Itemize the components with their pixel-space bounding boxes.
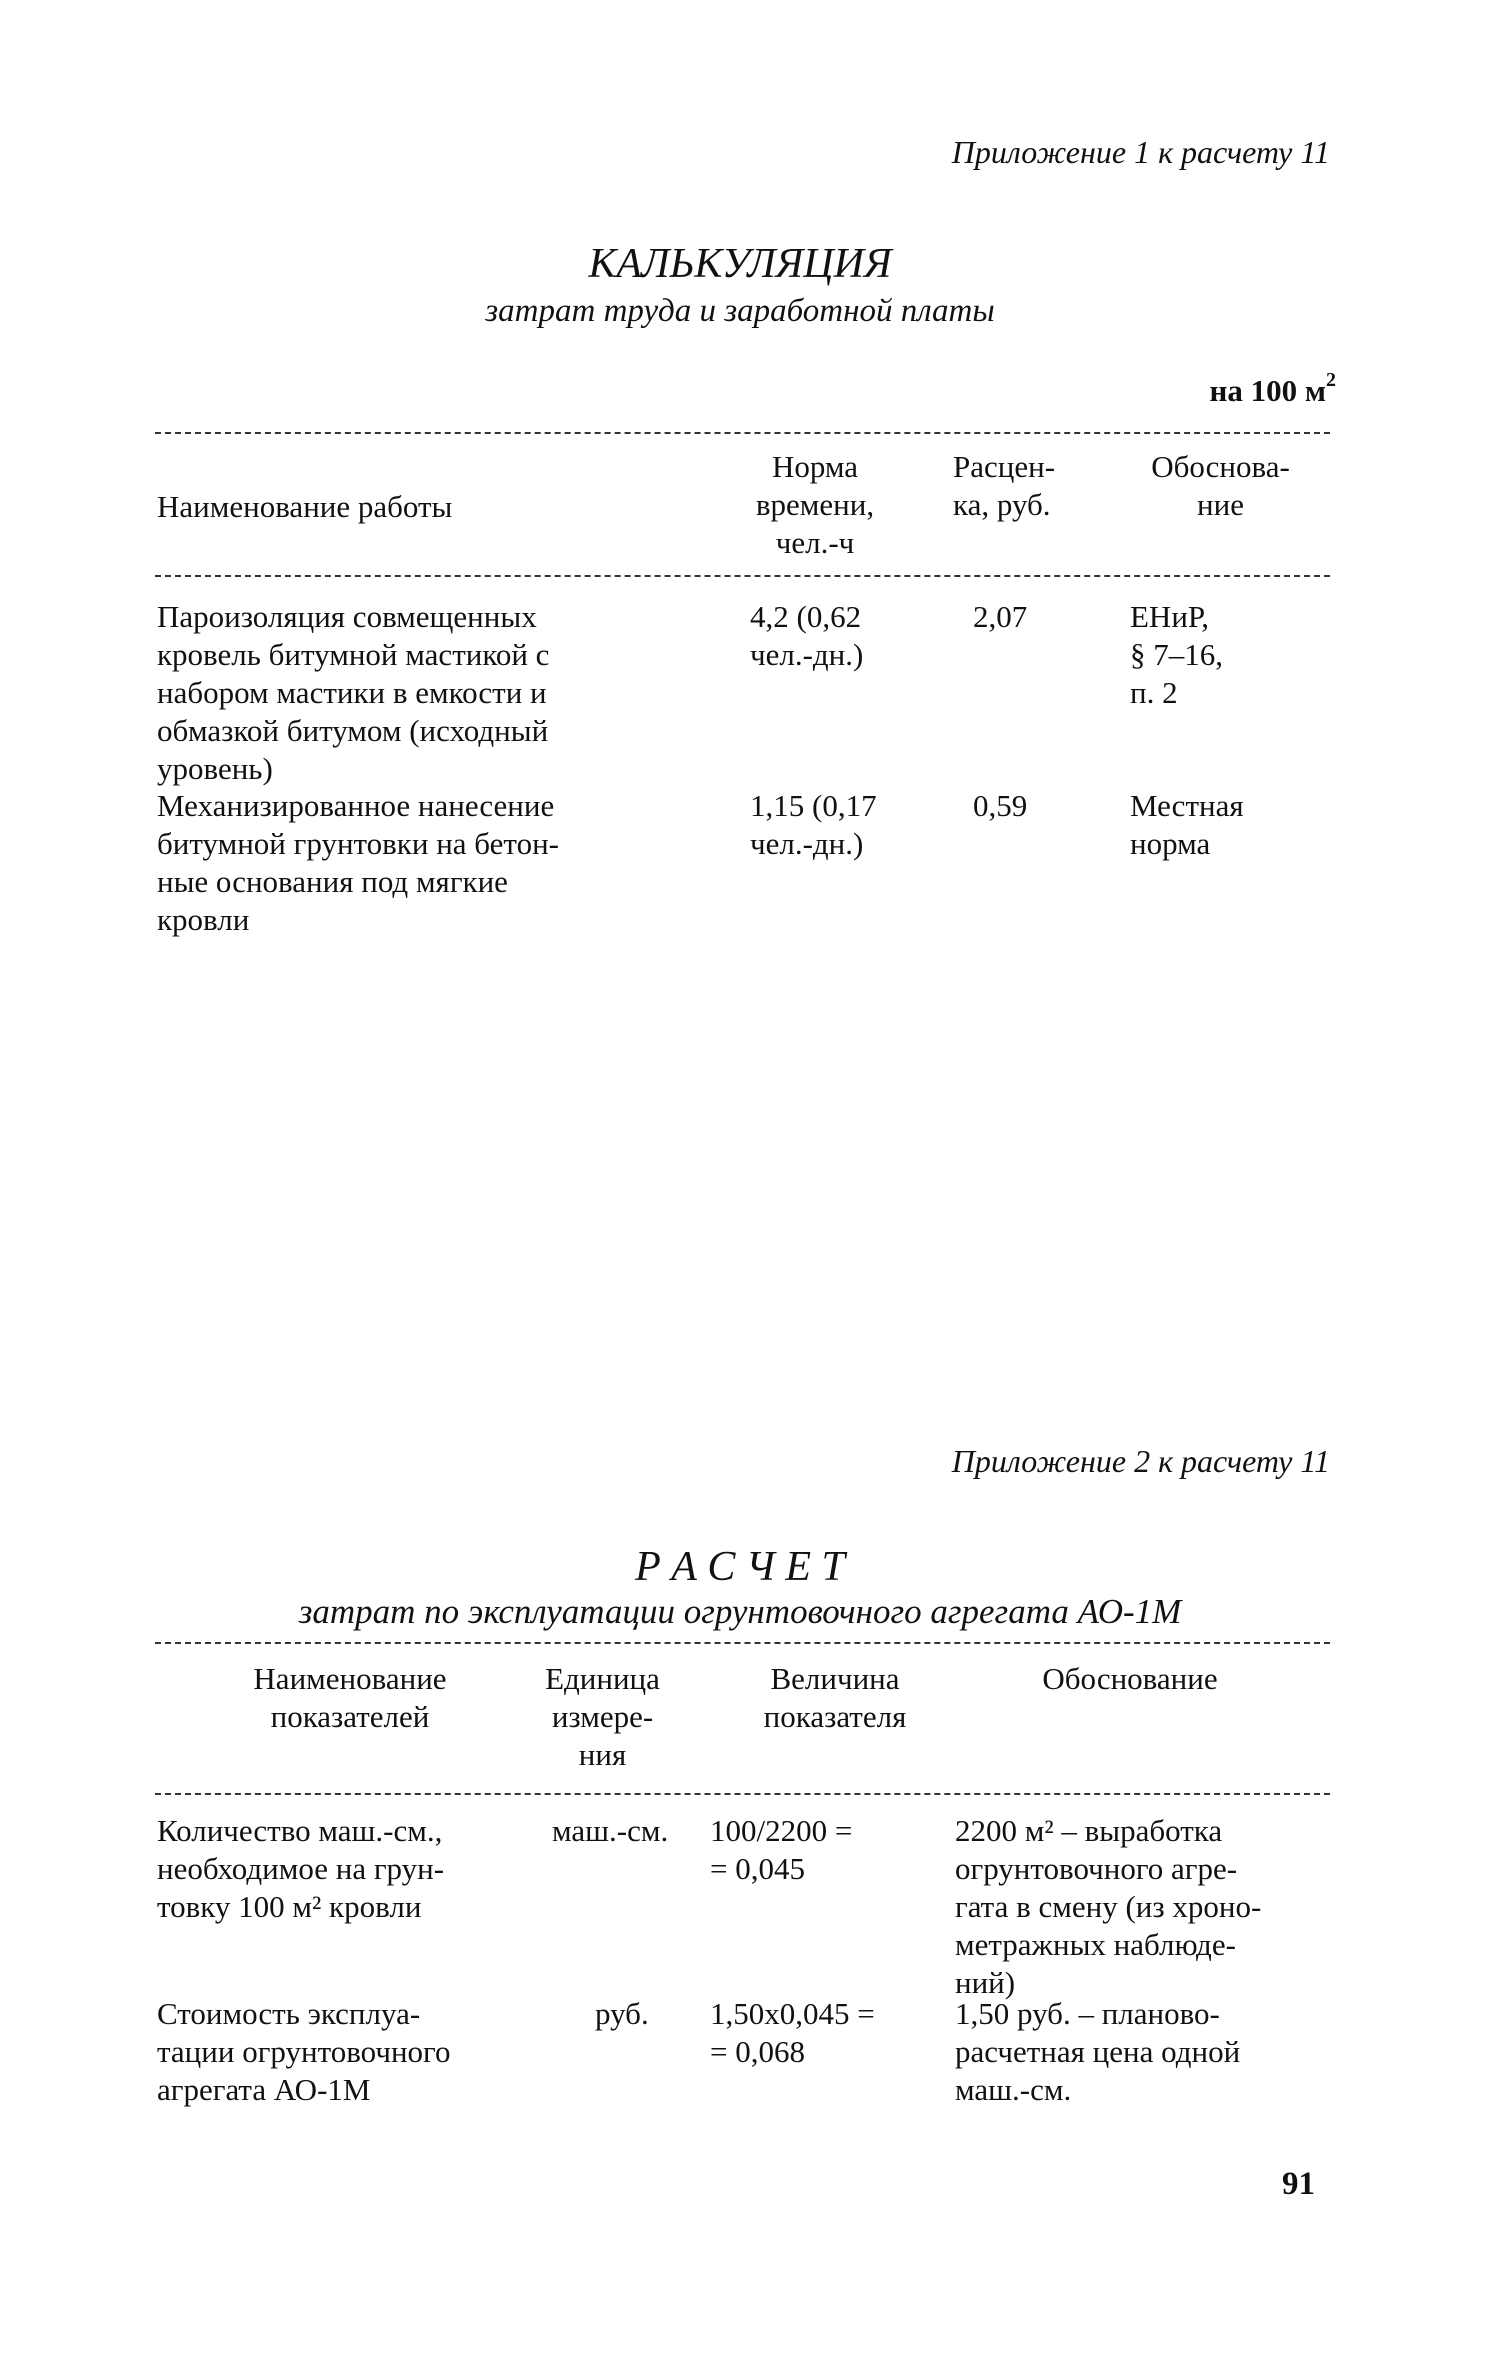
appendix-1-label: Приложение 1 к расчету 11 — [951, 134, 1330, 170]
table-2-header-value: Величина показателя — [763, 1661, 907, 1734]
table-1-header-basis: Обоснова- ние — [1151, 449, 1290, 522]
table-1-row-1-price: 2,07 — [973, 599, 1028, 634]
table-1-header-price: Расцен- ка, руб. — [953, 449, 1056, 522]
table-1-header-norm: Норма времени, чел.-ч — [755, 449, 875, 560]
table-2-row-2-unit: руб. — [595, 1996, 649, 2031]
table-1-row-1-norm: 4,2 (0,62 чел.-дн.) — [750, 599, 864, 672]
calculation-subtitle: затрат труда и заработной платы — [485, 293, 995, 329]
table-1-row-2-norm: 1,15 (0,17 чел.-дн.) — [750, 788, 877, 861]
table-1-header-rule — [155, 575, 1330, 577]
table-1-row-2-name: Механизированное нанесение битумной грунтовки на бетон- ные основания под мягкие кровли — [157, 788, 559, 937]
estimate-subtitle: затрат по эксплуатации огрунтовочного агрегата АО-1М — [298, 1592, 1182, 1631]
table-1-row-2-price: 0,59 — [973, 788, 1028, 823]
table-2-header-basis: Обоснование — [1042, 1661, 1218, 1696]
table-2-row-1-name: Количество маш.-см., необходимое на грун- товку 100 м² кровли — [157, 1813, 445, 1924]
table-2-row-1-unit: маш.-см. — [552, 1813, 669, 1848]
table-2-row-2-name: Стоимость эксплуа- тации огрунтовочного агрегата АО-1М — [157, 1996, 451, 2107]
table-2-row-2-basis: 1,50 руб. – планово- расчетная цена одной маш.-см. — [955, 1996, 1241, 2107]
table-2-header-unit: Единица измере- ния — [545, 1661, 660, 1772]
table-1-row-1-name: Пароизоляция совмещенных кровель битумной мастикой с набором мастики в емкости и обмазкой битумом (исходный уровень) — [157, 599, 550, 786]
table-2-row-1-value: 100/2200 = = 0,045 — [710, 1813, 853, 1886]
table-1-header-name: Наименование работы — [157, 489, 453, 524]
table-2-top-rule — [155, 1642, 1330, 1644]
appendix-2-label: Приложение 2 к расчету 11 — [951, 1443, 1330, 1479]
estimate-title: Р А С Ч Е Т — [635, 1544, 845, 1590]
table-2-header-rule — [155, 1793, 1330, 1795]
table-1-top-rule — [155, 432, 1330, 434]
table-1-row-2-basis: Местная норма — [1130, 788, 1244, 861]
table-2-row-2-value: 1,50x0,045 = = 0,068 — [710, 1996, 875, 2069]
page-number: 91 — [1282, 2166, 1315, 2202]
unit-note: на 100 $м^2$ — [1209, 368, 1336, 408]
calculation-title: КАЛЬКУЛЯЦИЯ — [588, 241, 892, 287]
table-1-row-1-basis: ЕНиР, § 7–16, п. 2 — [1130, 599, 1223, 710]
table-2-header-name: Наименование показателей — [253, 1661, 447, 1734]
table-2-row-1-basis: 2200 м² – выработка огрунтовочного агре- гата в смену (из хроно- метражных наблюде- ний) — [955, 1813, 1262, 2000]
